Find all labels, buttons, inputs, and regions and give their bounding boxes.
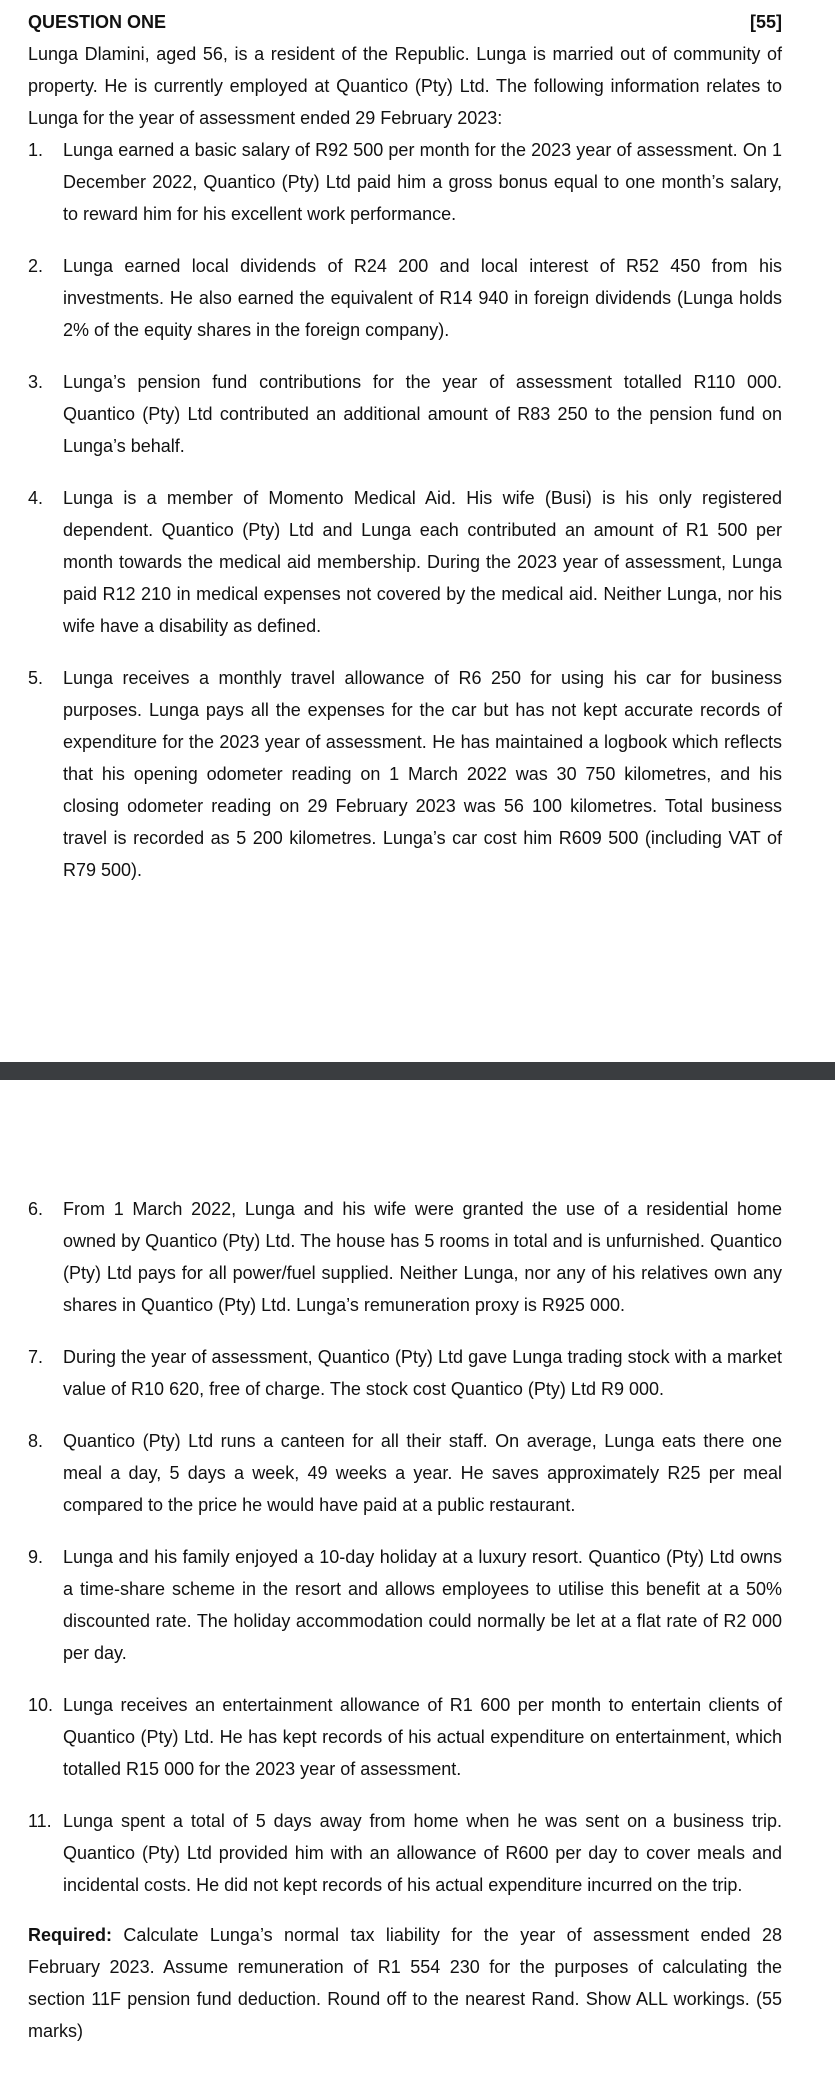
list-item xyxy=(28,1425,782,1521)
question-title: QUESTION ONE xyxy=(28,12,167,32)
item-number: 11. xyxy=(28,1811,52,1831)
item-number: 7. xyxy=(28,1347,44,1367)
list-item xyxy=(28,482,782,642)
required-paragraph xyxy=(28,1919,782,2047)
item-number: 6. xyxy=(28,1199,44,1219)
item-number: 5. xyxy=(28,668,44,688)
item-text: Lunga and his family enjoyed a 10-day holiday at a luxury resort. Quantico (Pty) Ltd owns a time-share scheme in the resort and allows employees to utilise this benefit at a 50% discounted rate. The holiday accommodation could normally be let at a flat rate of R2 000 per day. xyxy=(63,1547,782,1663)
list-item xyxy=(28,134,782,230)
item-text: Lunga receives a monthly travel allowance of R6 250 for using his car for business purposes. Lunga pays all the expenses for the car but has not kept accurate records of expenditure for the 2023 year of assessment. He has maintained a logbook which reflects that his opening odometer reading on 1 March 2022 was 30 750 kilometres, and his closing odometer reading on 29 February 2023 was 56 100 kilometres. Total business travel is recorded as 5 200 kilometres. Lunga’s car cost him R609 500 (including VAT of R79 500). xyxy=(63,668,782,880)
required-label: Required: xyxy=(28,1925,113,1945)
question-items-list-bottom xyxy=(28,1193,782,1901)
list-item xyxy=(28,1341,782,1405)
item-text: Lunga earned local dividends of R24 200 and local interest of R52 450 from his investments. He also earned the equivalent of R14 940 in foreign dividends (Lunga holds 2% of the equity shares in the foreign company). xyxy=(63,256,782,340)
item-text: Lunga spent a total of 5 days away from home when he was sent on a business trip. Quantico (Pty) Ltd provided him with an allowance of R600 per day to cover meals and incidental costs. He did not kept records of his actual expenditure incurred on the trip. xyxy=(63,1811,782,1895)
item-text: Lunga earned a basic salary of R92 500 per month for the 2023 year of assessment. On 1 December 2022, Quantico (Pty) Ltd paid him a gross bonus equal to one month’s salary, to reward him for his excellent work performance. xyxy=(63,140,782,224)
item-text: From 1 March 2022, Lunga and his wife were granted the use of a residential home owned by Quantico (Pty) Ltd. The house has 5 rooms in total and is unfurnished. Quantico (Pty) Ltd pays for all power/fuel supplied. Neither Lunga, nor any of his relatives own any shares in Quantico (Pty) Ltd. Lunga’s remuneration proxy is R925 000. xyxy=(63,1199,782,1315)
list-item xyxy=(28,250,782,346)
list-item xyxy=(28,1689,782,1785)
question-header xyxy=(28,10,782,34)
page-section-bottom xyxy=(28,1193,782,2047)
question-marks: [55] xyxy=(749,12,782,32)
list-item xyxy=(28,1193,782,1321)
list-item xyxy=(28,1805,782,1901)
required-text: Calculate Lunga’s normal tax liability for the year of assessment ended 28 February 2023. Assume remuneration of R1 554 230 for the purposes of calculating the section 11F pension fund deduction. Round off to the nearest Rand. Show ALL workings. (55 marks) xyxy=(28,1925,782,2041)
item-number: 1. xyxy=(28,140,44,160)
item-number: 4. xyxy=(28,488,44,508)
item-number: 10. xyxy=(28,1695,54,1715)
item-text: Lunga receives an entertainment allowance of R1 600 per month to entertain clients of Quantico (Pty) Ltd. He has kept records of his actual expenditure on entertainment, which totalled R15 000 for the 2023 year of assessment. xyxy=(63,1695,782,1779)
item-text: Lunga is a member of Momento Medical Aid. His wife (Busi) is his only registered dependent. Quantico (Pty) Ltd and Lunga each contributed an amount of R1 500 per month towards the medical aid membership. During the 2023 year of assessment, Lunga paid R12 210 in medical expenses not covered by the medical aid. Neither Lunga, nor his wife have a disability as defined. xyxy=(63,488,782,636)
list-item xyxy=(28,662,782,886)
list-item xyxy=(28,1541,782,1669)
page-section-top xyxy=(28,10,782,886)
item-number: 9. xyxy=(28,1547,44,1567)
item-number: 8. xyxy=(28,1431,44,1451)
item-text: Quantico (Pty) Ltd runs a canteen for all their staff. On average, Lunga eats there one meal a day, 5 days a week, 49 weeks a year. He saves approximately R25 per meal compared to the price he would have paid at a public restaurant. xyxy=(63,1431,782,1515)
page-break-divider xyxy=(0,1062,835,1080)
list-item xyxy=(28,366,782,462)
item-number: 2. xyxy=(28,256,44,276)
item-text: Lunga’s pension fund contributions for the year of assessment totalled R110 000. Quantico (Pty) Ltd contributed an additional amount of R83 250 to the pension fund on Lunga’s behalf. xyxy=(63,372,782,456)
question-items-list-top xyxy=(28,134,782,886)
intro-paragraph: Lunga Dlamini, aged 56, is a resident of the Republic. Lunga is married out of community of property. He is currently employed at Quantico (Pty) Ltd. The following information relates to Lunga for the year of assessment ended 29 February 2023: xyxy=(28,44,782,128)
item-number: 3. xyxy=(28,372,44,392)
item-text: During the year of assessment, Quantico (Pty) Ltd gave Lunga trading stock with a market value of R10 620, free of charge. The stock cost Quantico (Pty) Ltd R9 000. xyxy=(63,1347,782,1399)
